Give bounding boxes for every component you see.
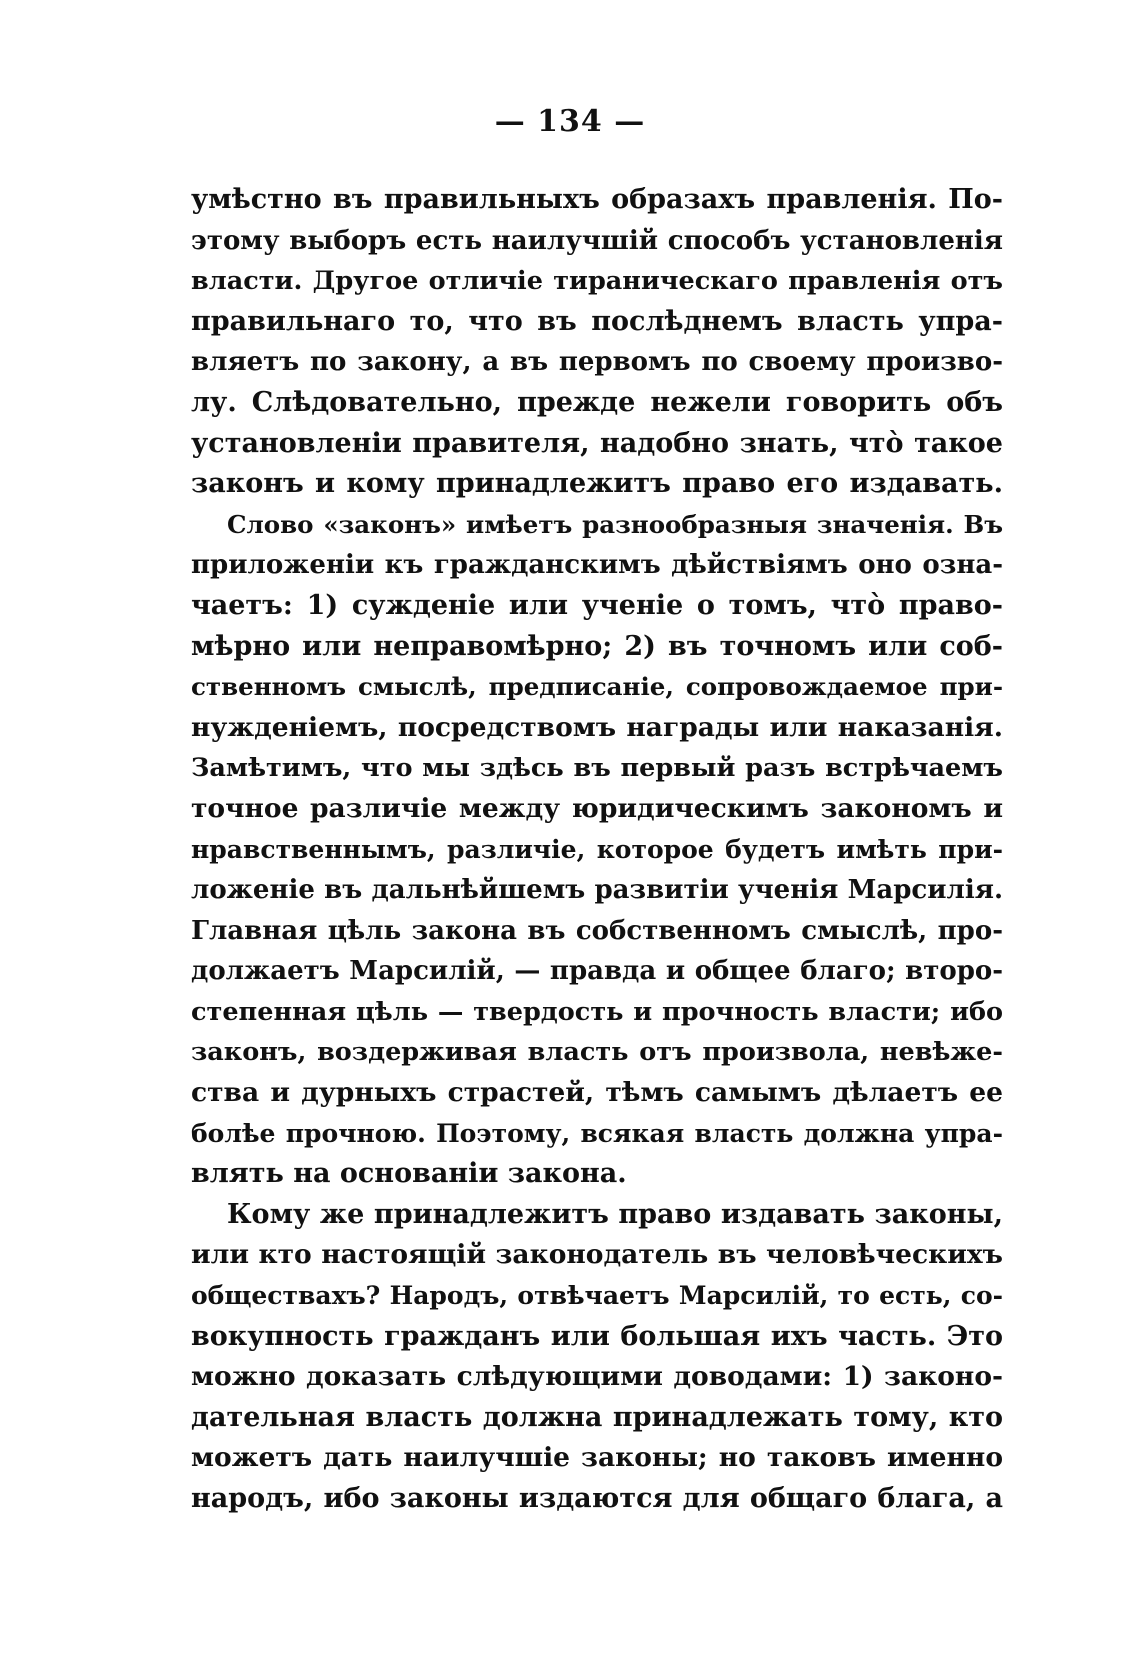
text-line: или кто настоящій законодатель въ человѣческихъ bbox=[191, 1239, 1003, 1271]
body-text bbox=[191, 180, 1003, 1520]
text-line: должаетъ Марсилій, — правда и общее благо; второ- bbox=[191, 956, 1003, 987]
text-line: чаетъ: 1) сужденіе или ученіе о томъ, что̀ право- bbox=[191, 589, 1003, 621]
text-line: умѣстно въ правильныхъ образахъ правленія. По- bbox=[191, 184, 1003, 215]
text-line: обществахъ? Народъ, отвѣчаетъ Марсилій, то есть, со- bbox=[191, 1281, 1003, 1311]
text-line: нужденіемъ, посредствомъ награды или наказанія. bbox=[191, 711, 1003, 743]
text-line: болѣе прочною. Поэтому, всякая власть должна упра- bbox=[191, 1118, 1003, 1148]
text-line: этому выборъ есть наилучшій способъ установленія bbox=[191, 225, 1003, 256]
text-line: можетъ дать наилучшіе законы; но таковъ именно bbox=[191, 1442, 1003, 1474]
text-line: влять на основаніи закона. bbox=[191, 1158, 627, 1190]
text-line: Слово «законъ» имѣетъ разнообразныя значенія. Въ bbox=[227, 509, 1003, 539]
text-line: степенная цѣль — твердость и прочность власти; ибо bbox=[191, 996, 1003, 1027]
text-line: приложеніи къ гражданскимъ дѣйствіямъ оно озна- bbox=[191, 550, 1003, 581]
text-line: Замѣтимъ, что мы здѣсь въ первый разъ встрѣчаемъ bbox=[191, 753, 1003, 784]
text-line: Главная цѣль закона въ собственномъ смыслѣ, про- bbox=[191, 915, 1003, 946]
text-line: точное различіе между юридическимъ закономъ и bbox=[191, 792, 1003, 824]
page-number: — 134 — bbox=[494, 104, 646, 139]
text-line: вляетъ по закону, а въ первомъ по своему произво- bbox=[191, 347, 1003, 378]
text-line: ственномъ смыслѣ, предписаніе, сопровождаемое при- bbox=[191, 672, 1003, 702]
text-line: законъ и кому принадлежитъ право его издавать. bbox=[191, 468, 1003, 500]
text-line: вокупность гражданъ или большая ихъ часть. Это bbox=[191, 1320, 1003, 1352]
text-line: установленіи правителя, надобно знать, что̀ такое bbox=[191, 427, 1003, 459]
text-line: ства и дурныхъ страстей, тѣмъ самымъ дѣлаетъ ее bbox=[191, 1077, 1003, 1109]
text-line: мѣрно или неправомѣрно; 2) въ точномъ или соб- bbox=[191, 630, 1003, 662]
text-line: власти. Другое отличіе тираническаго правленія отъ bbox=[191, 266, 1003, 297]
text-line: законъ, воздерживая власть отъ произвола, невѣже- bbox=[191, 1037, 1003, 1068]
text-line: ложеніе въ дальнѣйшемъ развитіи ученія Марсилія. bbox=[191, 875, 1003, 906]
text-line: можно доказать слѣдующими доводами: 1) законо- bbox=[191, 1361, 1003, 1393]
text-line: дательная власть должна принадлежать тому, кто bbox=[191, 1401, 1003, 1433]
text-line: народъ, ибо законы издаются для общаго блага, а bbox=[191, 1483, 1003, 1514]
text-line: Кому же принадлежитъ право издавать законы, bbox=[227, 1198, 1003, 1230]
text-line: нравственнымъ, различіе, которое будетъ имѣть при- bbox=[191, 834, 1003, 864]
text-line: лу. Слѣдовательно, прежде нежели говорить объ bbox=[191, 386, 1003, 418]
text-line: правильнаго то, что въ послѣднемъ власть упра- bbox=[191, 305, 1003, 337]
